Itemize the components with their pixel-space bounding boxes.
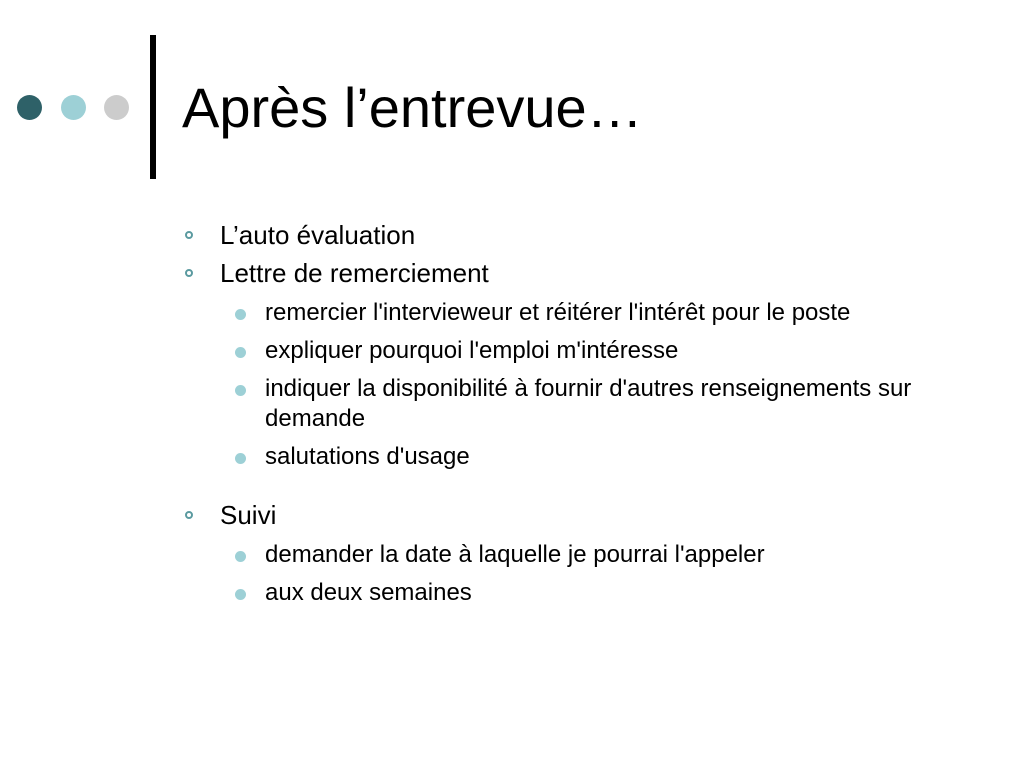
title-divider-line bbox=[150, 35, 156, 179]
sub-bullet-item bbox=[180, 336, 940, 366]
sub-bullet-text: aux deux semaines bbox=[265, 579, 472, 606]
sub-bullet-item bbox=[180, 442, 940, 472]
sub-bullet-text: indiquer la disponibilité à fournir d'autres renseignements sur demande bbox=[265, 375, 912, 432]
decorative-dot-dark bbox=[17, 95, 42, 120]
sub-bullet-text: salutations d'usage bbox=[265, 443, 470, 470]
sub-bullet-item bbox=[180, 298, 940, 328]
dot-bullet-icon bbox=[235, 309, 246, 320]
sub-bullet-text: demander la date à laquelle je pourrai l'appeler bbox=[265, 541, 765, 568]
decorative-dot-mid bbox=[61, 95, 86, 120]
sub-bullet-item bbox=[180, 374, 940, 434]
bullet-item-text: L’auto évaluation bbox=[220, 220, 416, 250]
dot-bullet-icon bbox=[235, 453, 246, 464]
bullet-item-lettre-remerciement bbox=[180, 254, 940, 292]
slide-body bbox=[180, 216, 940, 616]
dot-bullet-icon bbox=[235, 385, 246, 396]
decorative-dot-light bbox=[104, 95, 129, 120]
bullet-item-suivi bbox=[180, 496, 940, 534]
dot-bullet-icon bbox=[235, 551, 246, 562]
ring-bullet-icon bbox=[185, 511, 193, 519]
bullet-item-text: Suivi bbox=[220, 500, 277, 530]
slide-title: Après l’entrevue… bbox=[182, 76, 643, 139]
ring-bullet-icon bbox=[185, 231, 193, 239]
dot-bullet-icon bbox=[235, 347, 246, 358]
ring-bullet-icon bbox=[185, 269, 193, 277]
sub-bullet-item bbox=[180, 540, 940, 570]
dot-bullet-icon bbox=[235, 589, 246, 600]
sub-bullet-text: remercier l'intervieweur et réitérer l'intérêt pour le poste bbox=[265, 299, 851, 326]
sub-bullet-text: expliquer pourquoi l'emploi m'intéresse bbox=[265, 337, 679, 364]
sub-bullet-item bbox=[180, 578, 940, 608]
bullet-item-auto-evaluation bbox=[180, 216, 940, 254]
bullet-item-text: Lettre de remerciement bbox=[220, 258, 489, 288]
